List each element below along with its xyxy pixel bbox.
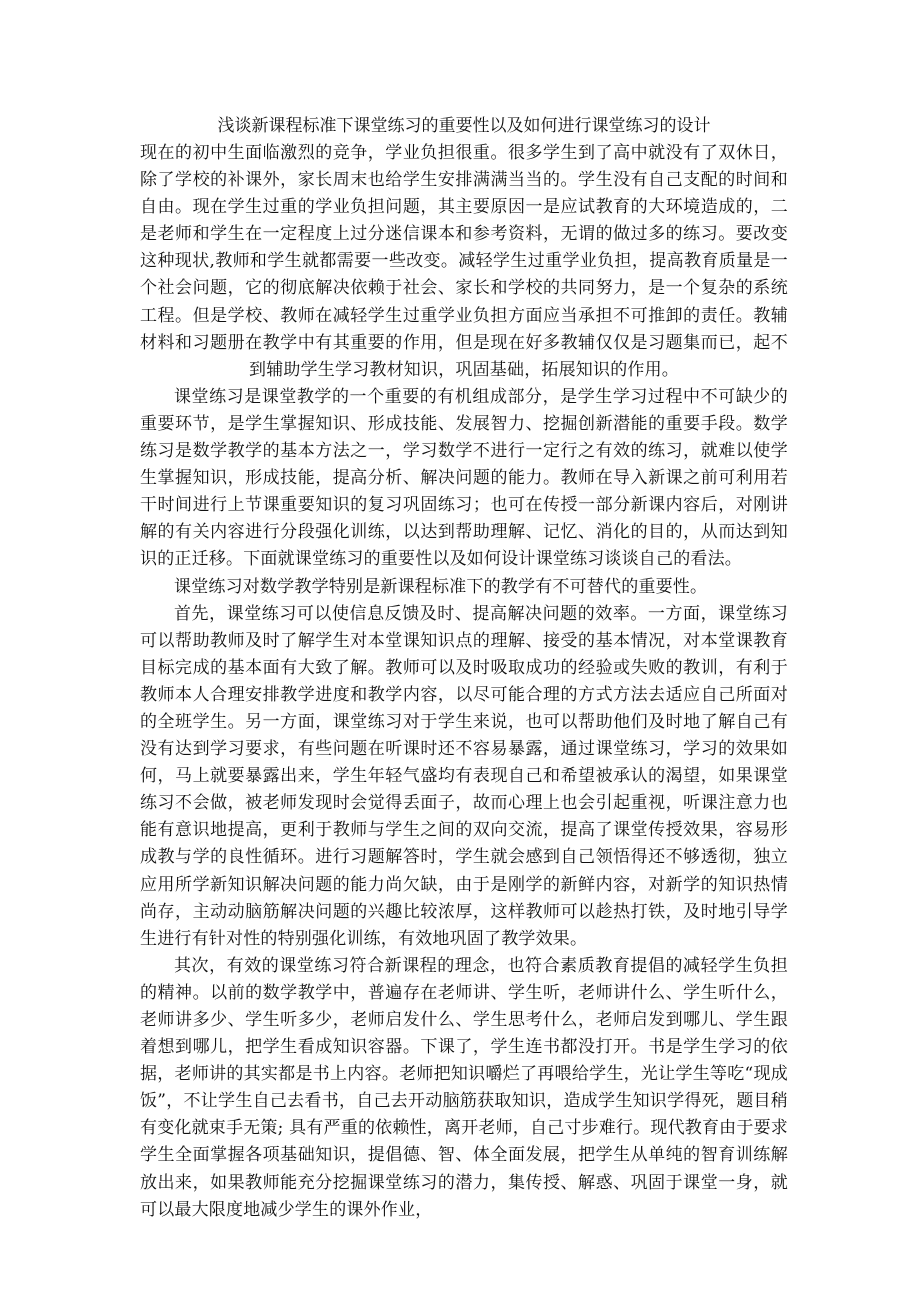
paragraph-5: 其次，有效的课堂练习符合新课程的理念，也符合素质教育提倡的减轻学生负担的精神。以前的数学教学中，普遍存在老师讲、学生听，老师讲什么、学生听什么，老师讲多少、学生听多少，老师启发什么、学生思考什么，老师启发到哪儿、学生跟着想到哪儿，把学生看成知识容器。下课了，学生连书都没打开。书是学生学习的依据，老师讲的其实都是书上内容。老师把知识嚼烂了再喂给学生，光让学生等吃“现成饭”，不让学生自己去看书，自己去开动脑筋获取知识，造成学生知识学得死，题目稍有变化就束手无策; 具有严重的依赖性，离开老师，自己寸步难行。现代教育由于要求学生全面掌握各项基础知识，提倡德、智、体全面发展，把学生从单纯的智育训练解放出来，如果教师能充分挖掘课堂练习的潜力，集传授、解惑、巩固于课堂一身，就可以最大限度地减少学生的课外作业， <box>140 955 788 1220</box>
document-page <box>140 113 788 1224</box>
paragraph-4: 首先，课堂练习可以使信息反馈及时、提高解决问题的效率。一方面，课堂练习可以帮助教师及时了解学生对本堂课知识点的理解、接受的基本情况，对本堂课教育目标完成的基本面有大致了解。教师可以及时吸取成功的经验或失败的教训，有利于教师本人合理安排教学进度和教学内容，以尽可能合理的方式方法去适应自己所面对的全班学生。另一方面，课堂练习对于学生来说，也可以帮助他们及时地了解自己有没有达到学习要求，有些问题在听课时还不容易暴露，通过课堂练习，学习的效果如何，马上就要暴露出来，学生年轻气盛均有表现自己和希望被承认的渴望，如果课堂练习不会做，被老师发现时会觉得丢面子，故而心理上也会引起重视，听课注意力也能有意识地提高，更利于教师与学生之间的双向交流，提高了课堂传授效果，容易形成教与学的良性循环。进行习题解答时，学生就会感到自己领悟得还不够透彻，独立应用所学新知识解决问题的能力尚欠缺，由于是刚学的新鲜内容，对新学的知识热情尚存，主动动脑筋解决问题的兴趣比较浓厚，这样教师可以趁热打铁，及时地引导学生进行有针对性的特别强化训练，有效地巩固了教学效果。 <box>140 603 788 949</box>
document-title: 浅谈新课程标准下课堂练习的重要性以及如何进行课堂练习的设计 <box>217 116 711 136</box>
paragraph-3: 课堂练习对数学教学特别是新课程标准下的教学有不可替代的重要性。 <box>174 576 708 597</box>
paragraph-intro: 现在的初中生面临激烈的竞争，学业负担很重。很多学生到了高中就没有了双休日，除了学校的补课外，家长周末也给学生安排满满当当的。学生没有自己支配的时间和自由。现在学生过重的学业负担问题，其主要原因一是应试教育的大环境造成的，二是老师和学生在一定程度上过分迷信课本和参考资料，无谓的做过多的练习。要改变这种现状,教师和学生就都需要一些改变。减轻学生过重学业负担，提高教育质量是一个社会问题，它的彻底解决依赖于社会、家长和学校的共同努力，是一个复杂的系统工程。但是学校、教师在减轻学生过重学业负担方面应当承担不可推卸的责任。教辅材料和习题册在教学中有其重要的作用，但是现在好多教辅仅仅是习题集而已，起不到辅助学生学习教材知识，巩固基础，拓展知识的作用。 <box>140 143 788 380</box>
paragraph-2: 课堂练习是课堂教学的一个重要的有机组成部分，是学生学习过程中不可缺少的重要环节，是学生掌握知识、形成技能、发展智力、挖掘创新潜能的重要手段。数学练习是数学教学的基本方法之一，学习数学不进行一定行之有效的练习，就难以使学生掌握知识，形成技能，提高分析、解决问题的能力。教师在导入新课之前可利用若干时间进行上节课重要知识的复习巩固练习；也可在传授一部分新课内容后，对刚讲解的有关内容进行分段强化训练，以达到帮助理解、记忆、消化的目的，从而达到知识的正迁移。下面就课堂练习的重要性以及如何设计课堂练习谈谈自己的看法。 <box>140 386 788 570</box>
